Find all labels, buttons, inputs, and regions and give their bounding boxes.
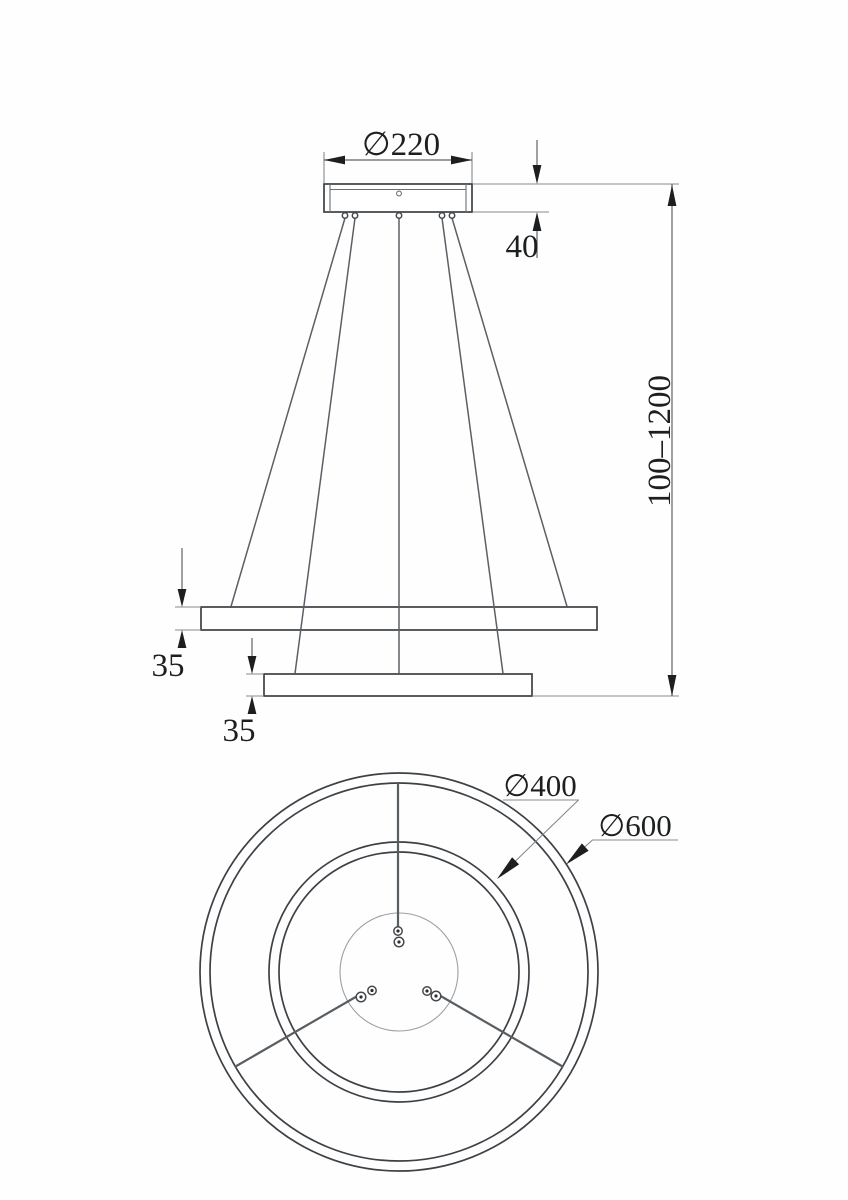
wire-gripper (449, 213, 454, 218)
plan-wire-lower-left (236, 997, 357, 1067)
side-elevation-view (152, 127, 680, 749)
leader-outer-ring-diameter (566, 808, 678, 865)
wire-gripper (352, 213, 357, 218)
suspension-wire-outer-right (452, 218, 567, 607)
wire-gripper (342, 213, 347, 218)
arrowhead-up (178, 630, 187, 648)
leader-inner-ring-diameter (497, 768, 579, 879)
arrowhead-down (248, 656, 257, 674)
plan-wire-lower-right (442, 997, 563, 1067)
eyelet-pin (396, 929, 399, 932)
inner-ring-side-section (264, 674, 532, 696)
plan-view (200, 768, 678, 1171)
eyelet-pin (397, 940, 400, 943)
dimension-inner-ring-thickness (223, 638, 265, 749)
arrowhead-down (668, 675, 677, 696)
arrowhead-left (324, 156, 345, 165)
wire-gripper (396, 213, 401, 218)
arrowhead-down (533, 165, 542, 184)
dimension-outer-ring-thickness (152, 548, 202, 684)
drop-height-label: 100–1200 (642, 375, 678, 507)
eyelet-pin (370, 989, 373, 992)
wire-gripper (439, 213, 444, 218)
canopy-body (324, 184, 472, 212)
canopy-height-label: 40 (505, 229, 539, 265)
eyelet-pin (434, 994, 437, 997)
outer-ring-thickness-label: 35 (151, 648, 185, 684)
arrowhead-up (248, 696, 257, 714)
outer-ring-diameter-label: ∅600 (598, 808, 672, 843)
wire-anchor-lower-right (423, 987, 441, 1001)
wire-anchor-lower-left (356, 986, 376, 1002)
wire-anchor-top (394, 927, 404, 947)
eyelet-pin (425, 989, 428, 992)
suspension-wire-outer-left (231, 218, 345, 607)
arrowhead-down (178, 589, 187, 607)
arrowhead-right (451, 156, 472, 165)
eyelet-pin (359, 995, 362, 998)
inner-ring-thickness-label: 35 (222, 713, 256, 749)
dimension-drop-height (642, 184, 678, 696)
dimension-canopy-diameter (324, 127, 472, 183)
arrowhead-up (668, 185, 677, 206)
dimension-canopy-height (506, 140, 542, 265)
canopy-diameter-label: ∅220 (361, 127, 441, 163)
inner-ring-diameter-label: ∅400 (503, 768, 577, 803)
